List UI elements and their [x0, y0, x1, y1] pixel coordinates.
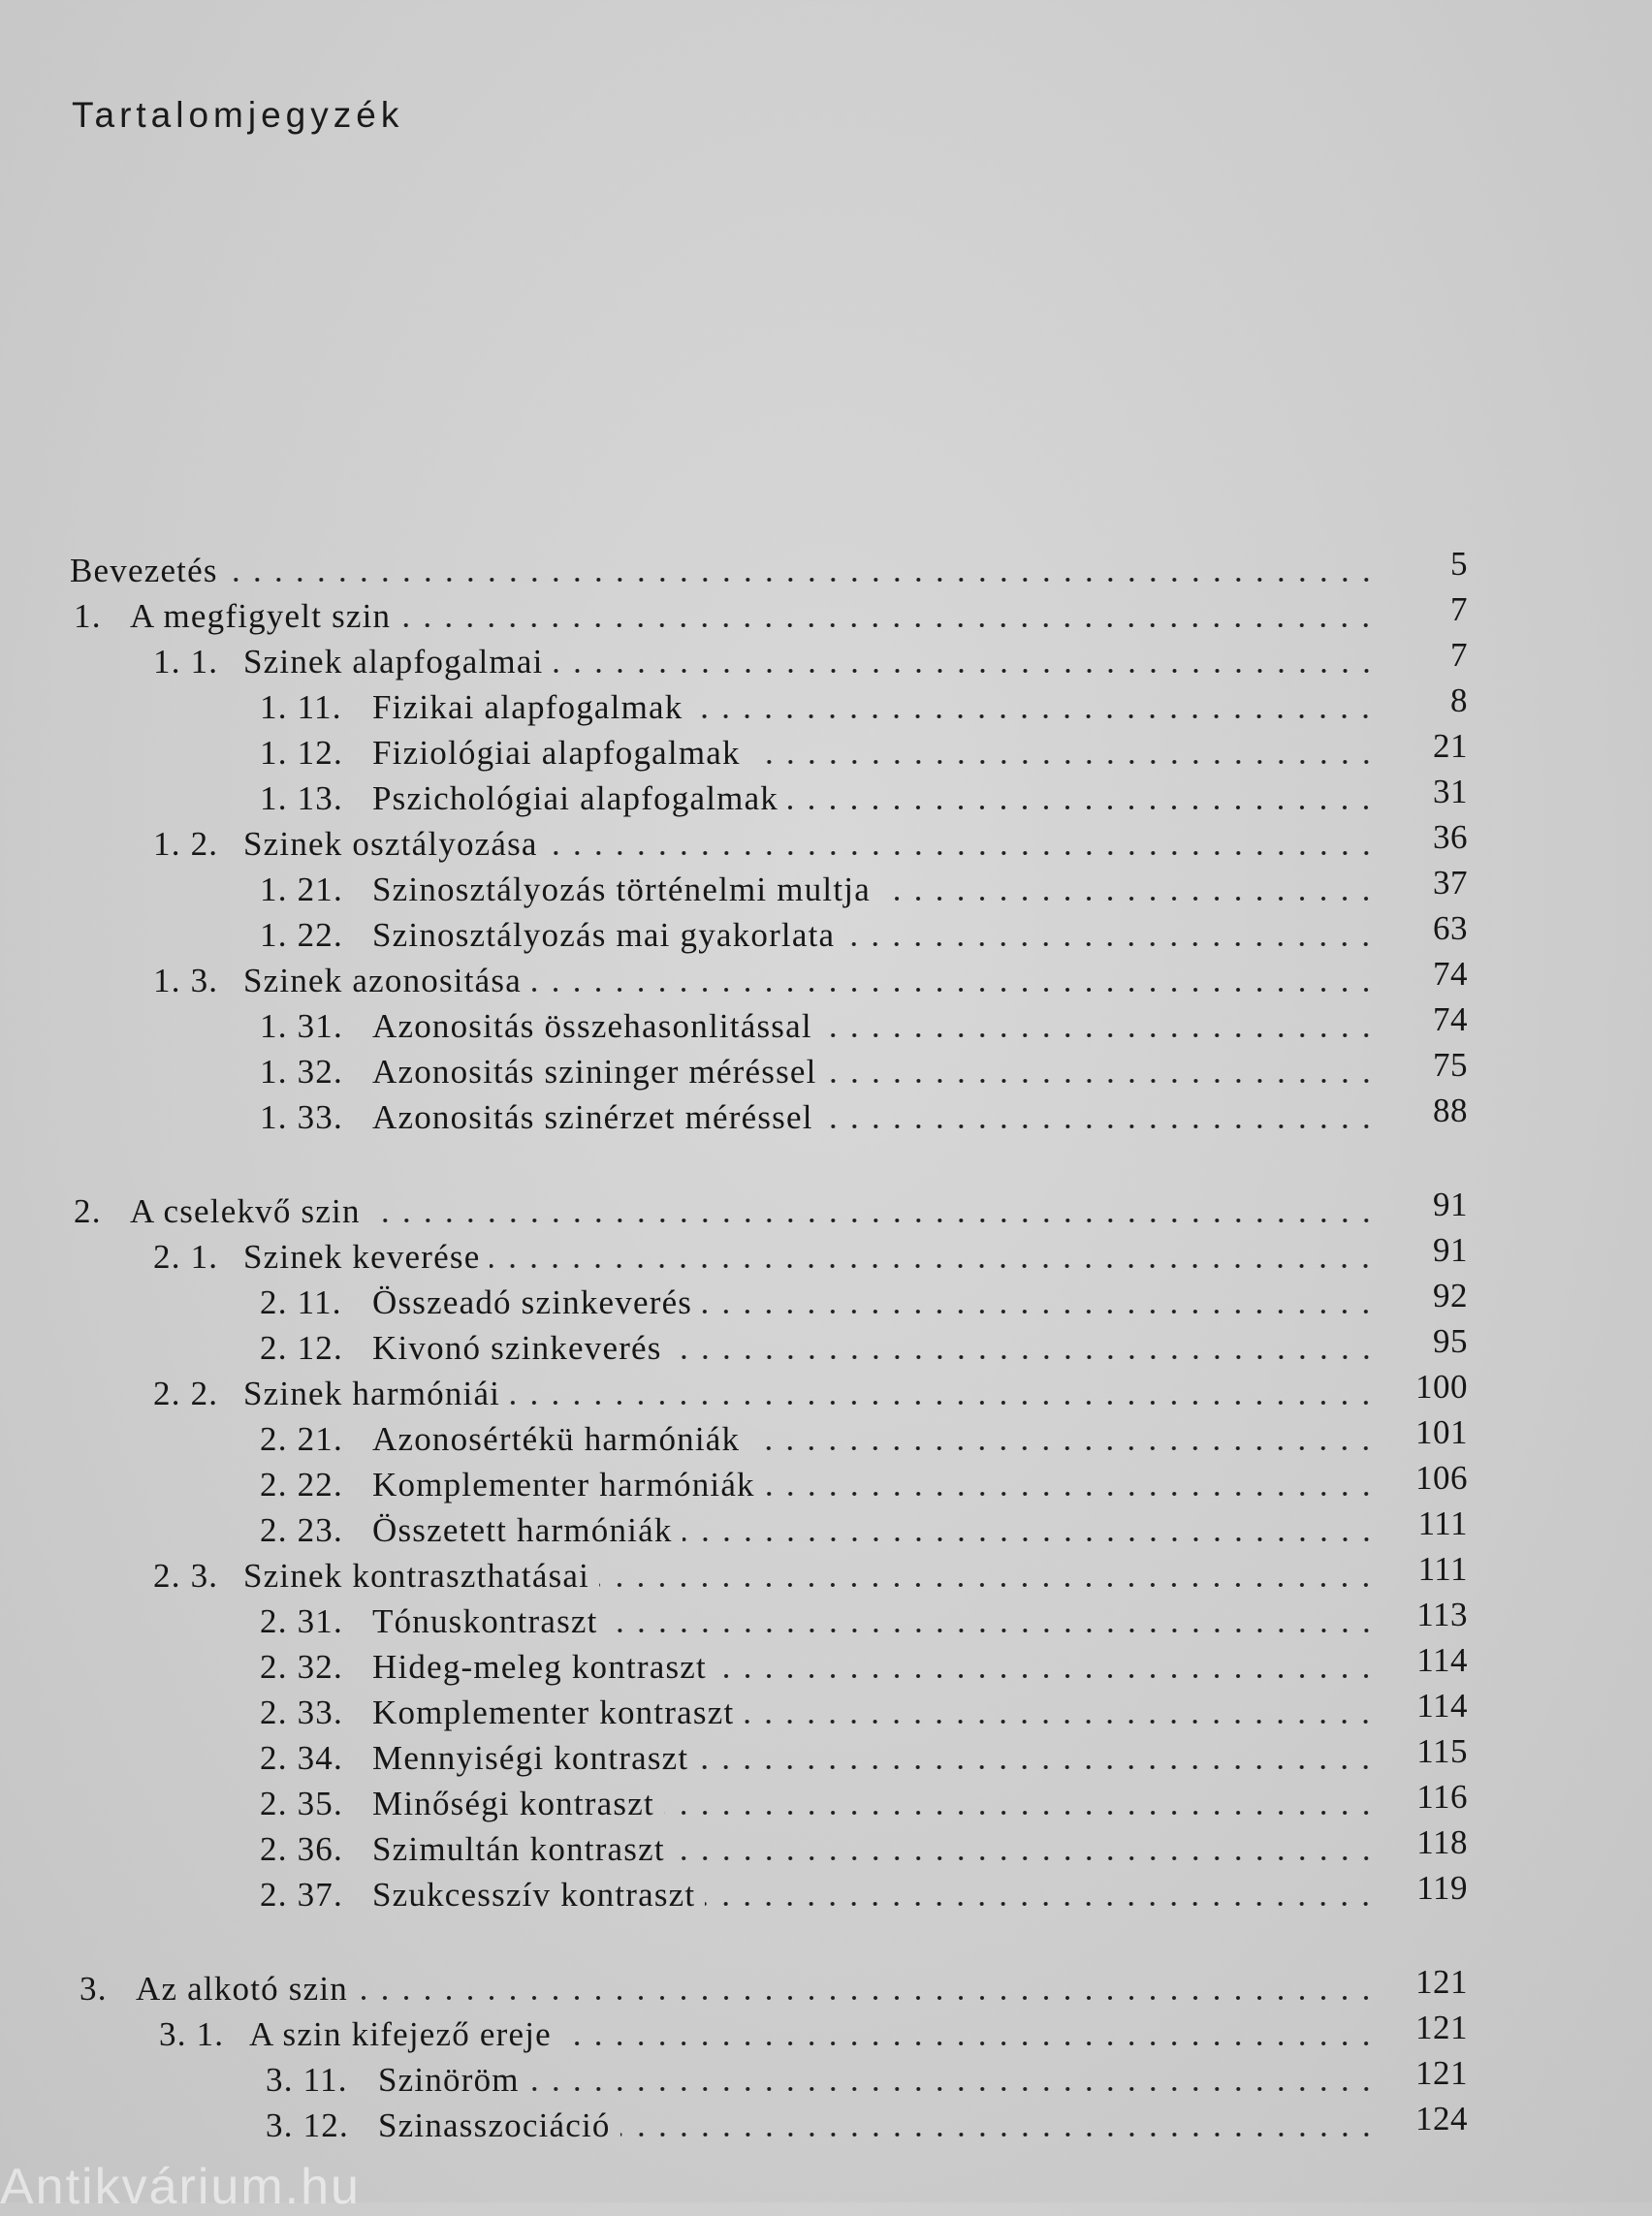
toc-entry-title: Azonositás szinérzet méréssel [372, 1098, 813, 1136]
toc-entry-number: 2. 2. [153, 1375, 219, 1412]
toc-entry-number: 2. 21. [260, 1420, 343, 1458]
dot-leader [554, 669, 1378, 673]
toc-entry [260, 997, 1388, 1043]
toc-entry [79, 1959, 1388, 2006]
toc-entry-title: Szinek azonositása [243, 962, 522, 999]
toc-entry-number: 2. 35. [260, 1785, 343, 1822]
toc-entry [153, 1546, 1388, 1593]
toc-entry [260, 1042, 1388, 1089]
dot-leader [788, 806, 1377, 809]
toc-entry [153, 814, 1388, 861]
toc-entry [153, 632, 1388, 679]
dot-leader [400, 623, 1377, 627]
toc-entry-page-number: 91 [1433, 1186, 1468, 1223]
toc-entry-number: 1. 21. [260, 871, 343, 908]
toc-entry-title: Szinek keverése [243, 1238, 481, 1276]
toc-entry-number: 1. 31. [260, 1007, 343, 1045]
toc-entry-page-number: 88 [1433, 1092, 1468, 1129]
toc-entry-page-number: 5 [1450, 545, 1468, 583]
toc-entry-title: Szinek kontraszthatásai [243, 1557, 590, 1595]
toc-entry-number: 3. [79, 1970, 108, 2008]
toc-entry [260, 1683, 1388, 1729]
toc-entry-title: A cselekvő szin [130, 1192, 361, 1230]
toc-entry-number: 1. 13. [260, 779, 343, 817]
toc-entry-title: A szin kifejező ereje [249, 2015, 552, 2053]
toc-entry-page-number: 36 [1433, 818, 1468, 856]
toc-entry-page-number: 95 [1433, 1322, 1468, 1360]
toc-entry [260, 1088, 1388, 1134]
toc-entry-title: Szimultán kontraszt [372, 1830, 665, 1868]
toc-entry-number: 2. 33. [260, 1694, 343, 1731]
toc-entry-page-number: 63 [1433, 909, 1468, 947]
toc-entry-page-number: 75 [1433, 1046, 1468, 1084]
toc-entry-number: 1. 32. [260, 1053, 343, 1091]
toc-entry [260, 723, 1388, 770]
toc-entry-title: Összetett harmóniák [372, 1511, 673, 1549]
dot-leader [716, 1674, 1377, 1678]
toc-entry-number: 1. 2. [153, 825, 219, 863]
toc-entry-title: Hideg-meleg kontraszt [372, 1648, 707, 1686]
toc-entry-page-number: 106 [1415, 1459, 1468, 1497]
toc-entry-number: 1. 22. [260, 916, 343, 954]
toc-entry-title: Azonosértékü harmóniák [372, 1420, 741, 1458]
toc-entry [260, 1592, 1388, 1638]
dot-leader [702, 1310, 1377, 1314]
dot-leader [705, 1902, 1377, 1906]
toc-entry-number: 2. 34. [260, 1739, 343, 1777]
toc-entry-number: 3. 12. [266, 2106, 349, 2144]
toc-entry [260, 1409, 1388, 1456]
toc-entry [260, 678, 1388, 724]
dot-leader [228, 578, 1377, 582]
dot-leader [683, 1537, 1377, 1541]
toc-entry [260, 769, 1388, 815]
dot-leader [698, 1765, 1377, 1769]
toc-entry-page-number: 114 [1416, 1641, 1468, 1679]
toc-entry-title: Kivonó szinkeverés [372, 1329, 662, 1367]
dot-leader [490, 1264, 1377, 1268]
dot-leader [822, 1033, 1377, 1037]
toc-entry-number: 2. 32. [260, 1648, 343, 1686]
toc-entry [260, 1774, 1388, 1820]
dot-leader [749, 1446, 1377, 1450]
toc-entry-page-number: 121 [1415, 1963, 1468, 2001]
toc-entry-number: 1. [74, 597, 102, 635]
toc-entry-page-number: 31 [1433, 773, 1468, 810]
toc-entry-title: Összeadó szinkeverés [372, 1283, 693, 1321]
toc-entry [260, 1455, 1388, 1502]
toc-entry-number: 2. 1. [153, 1238, 219, 1276]
toc-entry-number: 2. 22. [260, 1466, 343, 1504]
toc-entry-page-number: 74 [1433, 955, 1468, 993]
toc-entry-page-number: 115 [1416, 1732, 1468, 1770]
toc-entry-page-number: 114 [1416, 1687, 1468, 1725]
toc-entry-title: Minőségi kontraszt [372, 1785, 654, 1822]
toc-entry [74, 586, 1388, 633]
toc-entry [260, 1637, 1388, 1684]
toc-entry-page-number: 100 [1415, 1368, 1468, 1406]
dot-leader [664, 1811, 1377, 1815]
dot-leader [531, 988, 1377, 992]
toc-entry-number: 1. 1. [153, 643, 219, 681]
toc-entry-page-number: 74 [1433, 1000, 1468, 1038]
toc-entry-page-number: 113 [1416, 1596, 1468, 1633]
toc-entry [260, 1318, 1388, 1365]
toc-entry-page-number: 111 [1417, 1550, 1468, 1588]
toc-entry-page-number: 7 [1450, 590, 1468, 628]
toc-entry [266, 2050, 1388, 2097]
dot-leader [358, 1996, 1377, 2000]
toc-entry-number: 2. 12. [260, 1329, 343, 1367]
toc-entry-page-number: 121 [1415, 2009, 1468, 2046]
toc-entry-page-number: 111 [1417, 1504, 1468, 1542]
toc-entry [153, 951, 1388, 997]
dot-leader [561, 2042, 1377, 2045]
toc-entry-title: Mennyiségi kontraszt [372, 1739, 689, 1777]
toc-entry [260, 1273, 1388, 1319]
toc-entry-page-number: 118 [1416, 1823, 1468, 1861]
toc-entry-page-number: 92 [1433, 1277, 1468, 1314]
toc-entry-page-number: 37 [1433, 864, 1468, 902]
toc-entry-title: Az alkotó szin [136, 1970, 348, 2008]
toc-entry-number: 3. 1. [159, 2015, 225, 2053]
dot-leader [692, 714, 1377, 718]
toc-entry [153, 1364, 1388, 1410]
toc-entry-page-number: 21 [1433, 727, 1468, 765]
toc-entry [74, 1182, 1388, 1228]
toc-entry-page-number: 8 [1450, 681, 1468, 719]
toc-entry-title: Tónuskontraszt [372, 1602, 598, 1640]
toc-entry-number: 1. 33. [260, 1098, 343, 1136]
page-title: Tartalomjegyzék [72, 95, 404, 135]
toc-entry-title: Szinek osztályozása [243, 825, 538, 863]
toc-entry-title: Szinek alapfogalmai [243, 643, 544, 681]
toc-entry-page-number: 121 [1415, 2054, 1468, 2092]
dot-leader [744, 1720, 1377, 1724]
dot-leader [510, 1401, 1377, 1405]
toc-entry-title: Fiziológiai alapfogalmak [372, 734, 741, 772]
dot-leader [750, 760, 1377, 764]
toc-entry-title: Szinasszociáció [378, 2106, 611, 2144]
dot-leader [844, 942, 1377, 946]
toc-entry [260, 1501, 1388, 1547]
toc-entry-page-number: 101 [1415, 1413, 1468, 1451]
toc-entry-title: Komplementer kontraszt [372, 1694, 735, 1731]
toc-entry [266, 2096, 1388, 2142]
toc-entry-title: Szinek harmóniái [243, 1375, 501, 1412]
toc-entry-title: Azonositás szininger méréssel [372, 1053, 817, 1091]
dot-leader [548, 851, 1377, 855]
toc-entry [260, 1820, 1388, 1866]
toc-entry-title: Pszichológiai alapfogalmak [372, 779, 779, 817]
toc-entry-number: 3. 11. [266, 2061, 348, 2099]
dot-leader [599, 1583, 1377, 1587]
toc-entry [153, 1227, 1388, 1274]
dot-leader [827, 1079, 1377, 1083]
toc-entry-number: 1. 12. [260, 734, 343, 772]
toc-entry-title: Komplementer harmóniák [372, 1466, 755, 1504]
toc-entry-page-number: 119 [1416, 1869, 1468, 1907]
toc-entry [260, 860, 1388, 906]
dot-leader [765, 1492, 1377, 1496]
toc-entry-title: Szinöröm [378, 2061, 520, 2099]
toc-entry-title: Azonositás összehasonlitással [372, 1007, 812, 1045]
toc-entry-page-number: 7 [1450, 636, 1468, 674]
toc-entry-number: 2. 11. [260, 1283, 342, 1321]
dot-leader [529, 2087, 1377, 2091]
toc-entry-title: Szinosztályozás mai gyakorlata [372, 916, 836, 954]
dot-leader [880, 897, 1377, 901]
toc-entry-title: A megfigyelt szin [130, 597, 392, 635]
toc-entry-page-number: 91 [1433, 1231, 1468, 1269]
toc-entry-title: Szinosztályozás történelmi multja [372, 871, 871, 908]
dot-leader [370, 1219, 1377, 1222]
toc-entry-title: Bevezetés [70, 552, 218, 589]
toc-entry-number: 2. 3. [153, 1557, 219, 1595]
watermark: Antikvárium.hu [0, 2159, 361, 2215]
toc-entry-number: 2. [74, 1192, 102, 1230]
toc-entry-number: 1. 3. [153, 962, 219, 999]
dot-leader [608, 1629, 1377, 1632]
dot-leader [675, 1856, 1377, 1860]
dot-leader [823, 1124, 1377, 1128]
dot-leader [620, 2133, 1377, 2137]
toc-entry-number: 2. 23. [260, 1511, 343, 1549]
toc-entry-number: 2. 31. [260, 1602, 343, 1640]
toc-entry [70, 541, 1388, 587]
toc-entry-page-number: 116 [1416, 1778, 1468, 1816]
toc-entry-title: Szukcesszív kontraszt [372, 1876, 696, 1914]
toc-entry [260, 905, 1388, 952]
toc-entry-number: 1. 11. [260, 688, 342, 726]
toc-entry-number: 2. 37. [260, 1876, 343, 1914]
dot-leader [672, 1355, 1377, 1359]
toc-entry [260, 1865, 1388, 1912]
toc-entry [159, 2005, 1388, 2051]
toc-entry [260, 1728, 1388, 1775]
toc-entry-number: 2. 36. [260, 1830, 343, 1868]
toc-entry-page-number: 124 [1415, 2100, 1468, 2137]
toc-entry-title: Fizikai alapfogalmak [372, 688, 683, 726]
